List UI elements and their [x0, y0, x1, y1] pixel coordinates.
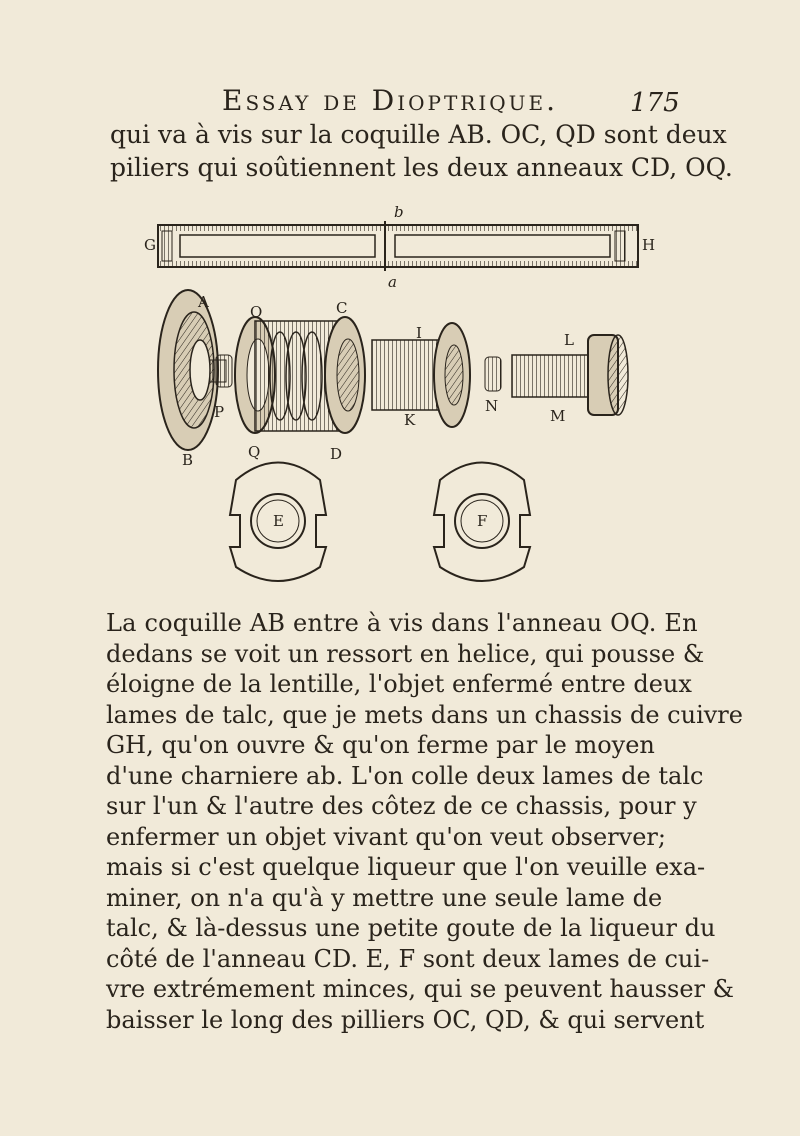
label-c: C [336, 299, 348, 317]
label-n: N [485, 397, 499, 415]
text-line: d'une charniere ab. L'on colle deux lames de talc [106, 761, 704, 790]
slide-frame-gh [158, 221, 638, 271]
text-line: enfermer un objet vivant qu'on veut observer; [106, 822, 666, 851]
label-a: a [388, 273, 397, 291]
intro-paragraph [110, 118, 733, 184]
text-line: mais si c'est quelque liqueur que l'on veuille exa- [106, 853, 706, 881]
label-b-shell: B [182, 451, 194, 469]
label-o: O [250, 303, 263, 321]
label-h: H [642, 236, 656, 254]
label-m: M [550, 407, 566, 425]
label-e: E [273, 512, 284, 530]
label-g: G [144, 236, 156, 254]
microscope-engraving [140, 195, 660, 595]
lens-p [216, 355, 232, 387]
engraving-drawing [140, 195, 660, 595]
text-line: côté de l'anneau CD. E, F sont deux lames de cui- [106, 944, 710, 973]
text-line: sur l'un & l'autre des côtez de ce chassis, pour y [106, 792, 697, 820]
text-line: miner, on n'a qu'à y mettre une seule lame de [106, 883, 663, 912]
text-line: qui va à vis sur la coquille AB. OC, QD sont deux [110, 120, 727, 149]
text-line: lames de talc, que je mets dans un chassis de cuivre [106, 700, 743, 729]
text-line: talc, & là-dessus une petite goute de la liqueur du [106, 914, 716, 942]
label-a-shell: A [198, 293, 209, 311]
label-q: Q [248, 443, 261, 461]
label-i: I [416, 324, 422, 342]
text-line: vre extrémement minces, qui se peuvent hausser & [106, 975, 734, 1003]
text-line: baisser le long des pilliers OC, QD, & qui servent [106, 1005, 705, 1034]
label-l: L [564, 331, 574, 349]
running-header [0, 84, 800, 120]
running-title: Essay de Dioptrique. [222, 84, 559, 117]
text-line: La coquille AB entre à vis dans l'anneau OQ. En [106, 609, 698, 637]
text-line: dedans se voit un ressort en helice, qui pousse & [106, 639, 705, 668]
label-b: b [394, 203, 404, 221]
body-paragraph [106, 608, 743, 1035]
page-number: 175 [630, 88, 680, 118]
label-f: F [477, 512, 488, 530]
ring-oq-with-spring [235, 317, 365, 433]
label-p: P [214, 403, 225, 421]
text-line: piliers qui soûtiennent les deux anneaux CD, OQ. [110, 153, 733, 182]
text-line: GH, qu'on ouvre & qu'on ferme par le moyen [106, 731, 655, 759]
lens-n [485, 357, 501, 391]
label-k: K [404, 411, 416, 429]
label-d: D [330, 445, 343, 463]
text-line: éloigne de la lentille, l'objet enfermé entre deux [106, 670, 692, 698]
